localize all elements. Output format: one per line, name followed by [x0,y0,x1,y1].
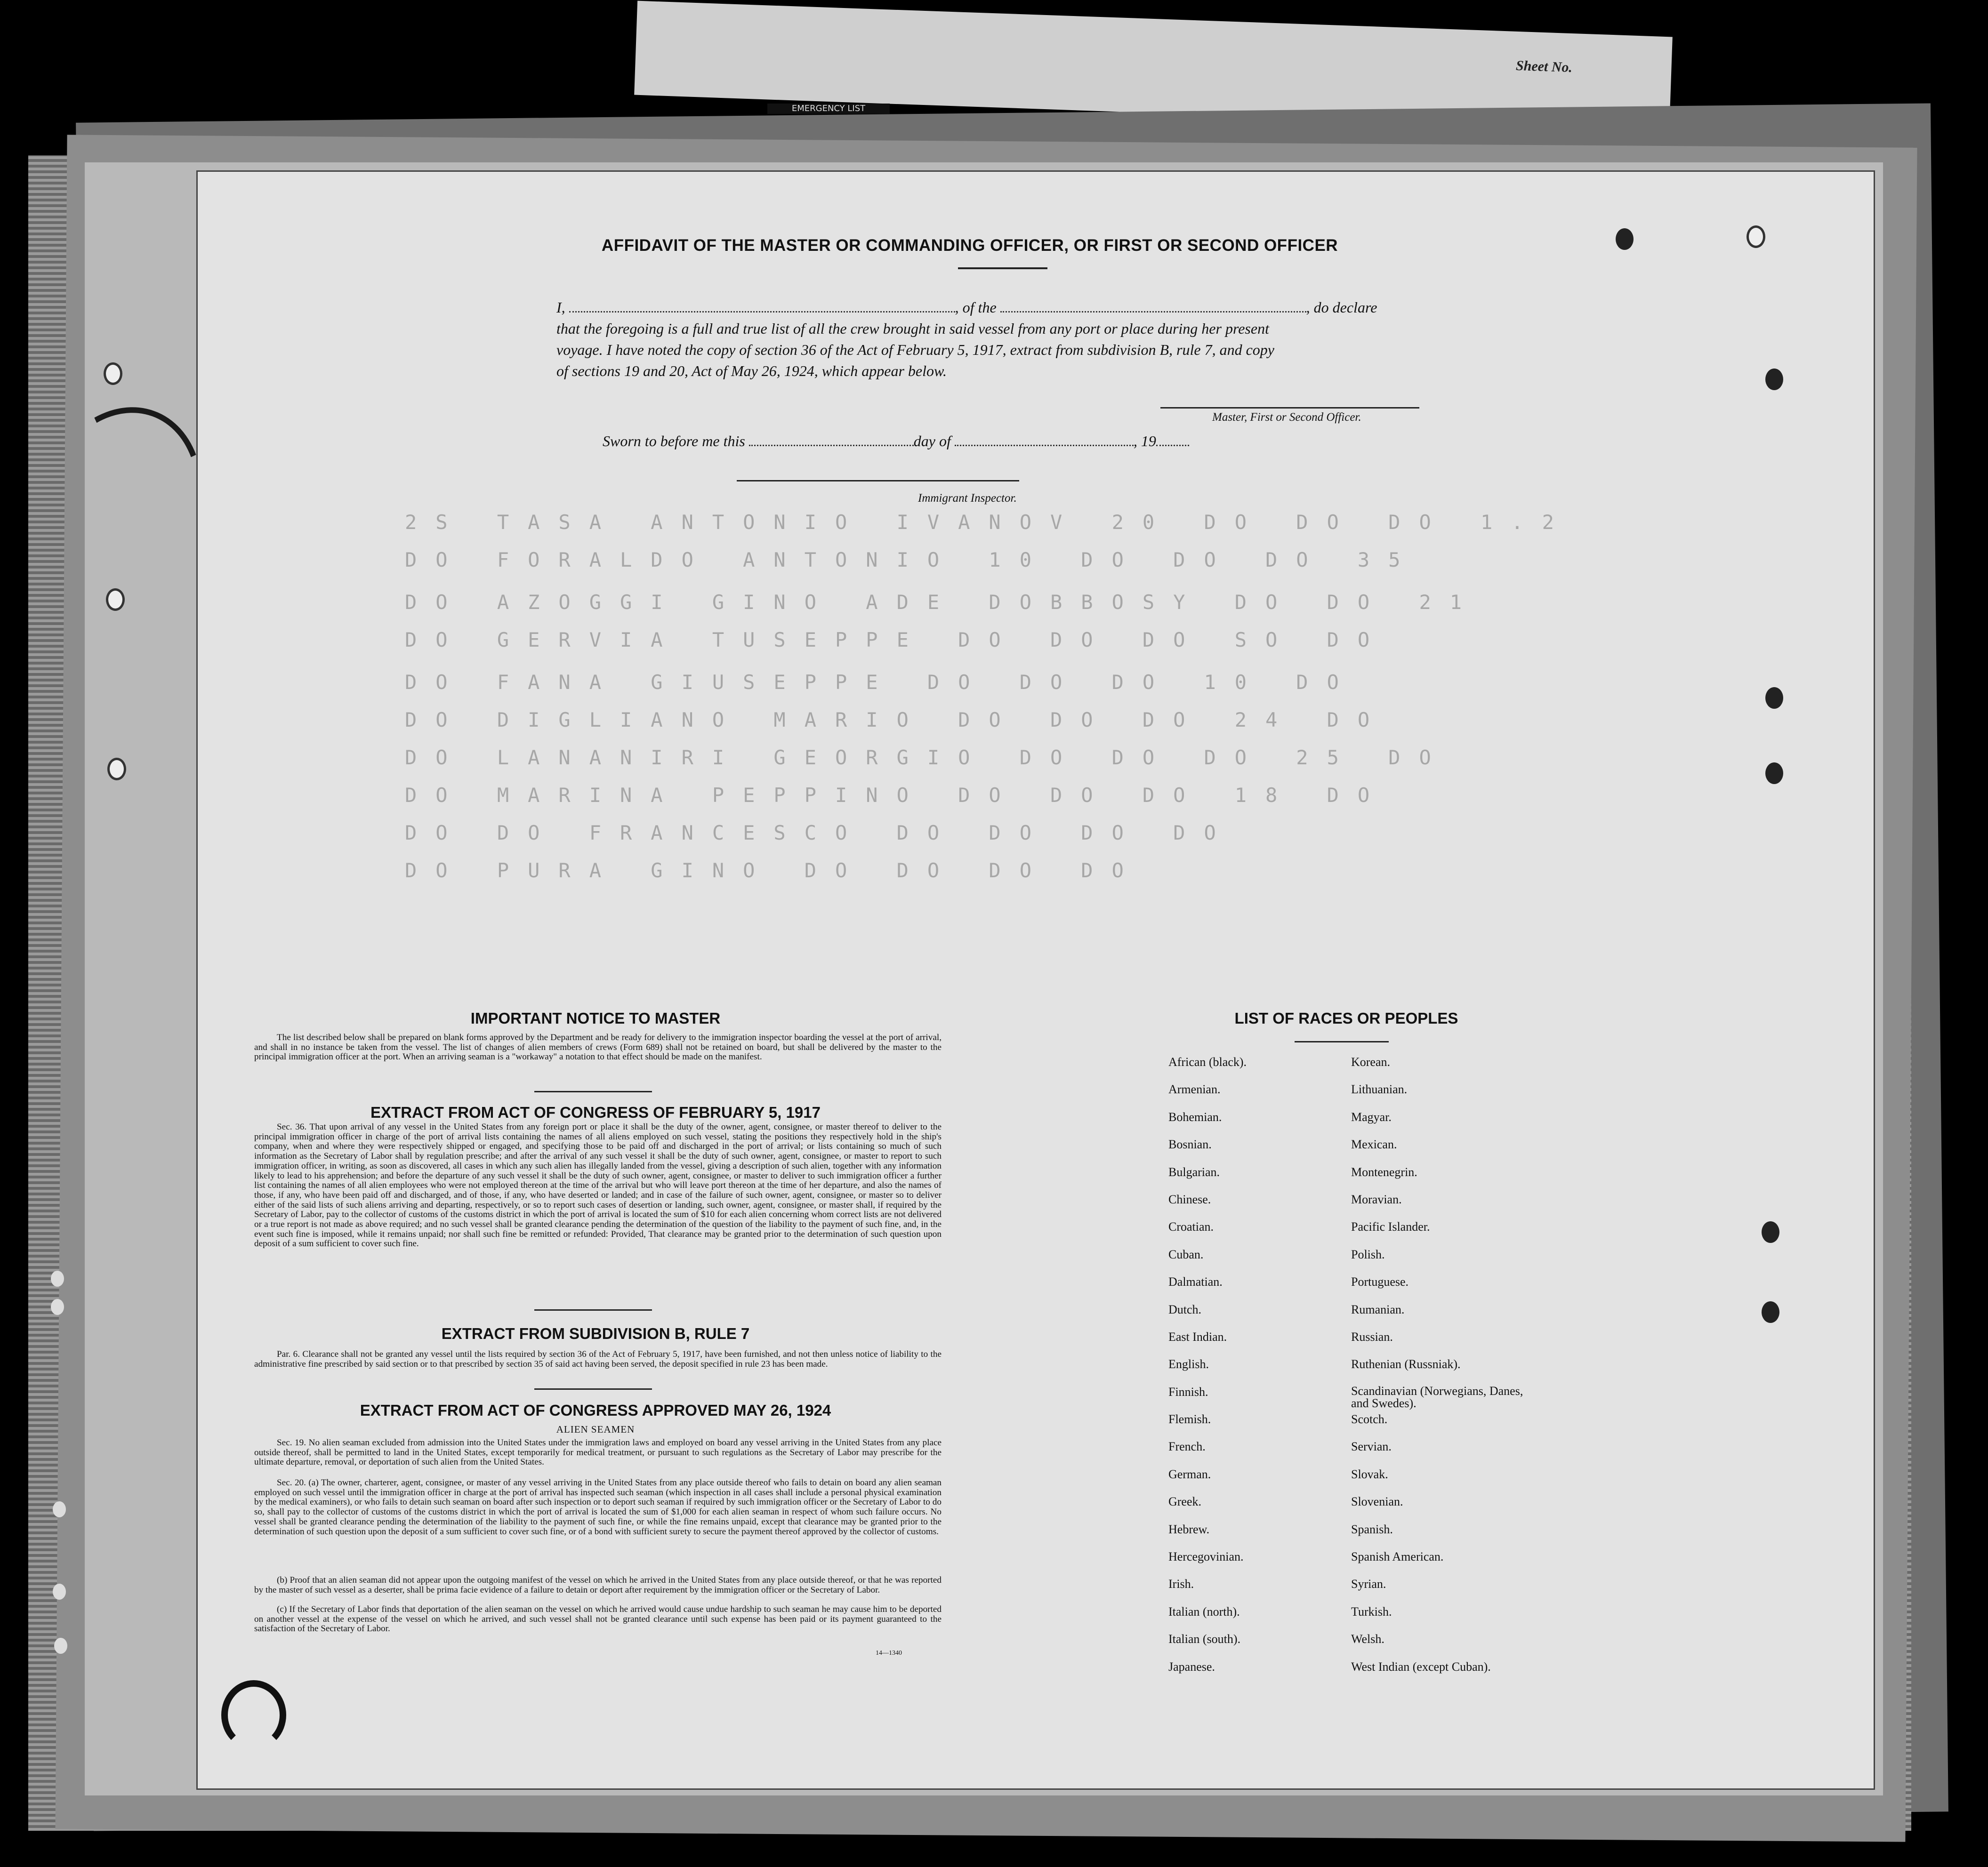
race-item: Russian. [1351,1330,1393,1344]
extract-1917-title: EXTRACT FROM ACT OF CONGRESS OF FEBRUARY 5, 1917 [370,1104,821,1121]
affidavit-line-1: I, , of the , do declare [556,299,1377,316]
race-item: Servian. [1351,1440,1392,1454]
race-item: Greek. [1168,1495,1202,1509]
race-item: Slovenian. [1351,1495,1403,1509]
race-item: Bosnian. [1168,1138,1212,1152]
form-number: 14—1340 [876,1650,902,1657]
punch-hole [53,1501,66,1517]
master-label: Master, First or Second Officer. [1212,411,1361,424]
race-item: French. [1168,1440,1206,1454]
punch-hole [51,1299,64,1315]
inspector-label: Immigrant Inspector. [918,492,1017,505]
race-item: German. [1168,1467,1211,1481]
title-rule [958,267,1047,269]
punch-hole [107,758,126,780]
race-item: East Indian. [1168,1330,1227,1344]
race-item: Chinese. [1168,1192,1211,1206]
race-item: Magyar. [1351,1110,1392,1124]
race-item: Turkish. [1351,1604,1392,1619]
sworn-line: Sworn to before me this day of , 19 [603,431,1497,452]
affidavit-line-4: of sections 19 and 20, Act of May 26, 1924, which appear below. [556,362,947,379]
race-item: Dalmatian. [1168,1275,1223,1289]
race-item: Japanese. [1168,1659,1215,1674]
extract-1924-title: EXTRACT FROM ACT OF CONGRESS APPROVED MAY 26, 1924 [360,1402,831,1419]
punch-hole [1747,225,1765,248]
sec-20a-body: Sec. 20. (a) The owner, charterer, agent, consignee, or master of any vessel arriving in the United States from any place outside thereof who fails to detain on board any alien seaman employed on such vessel until the immigration officer in charge at the port of arrival has inspected such seaman (which inspection in all cases shall include a personal physical examination by the medical examiners), or who fails to detain such seaman on board after such inspection or to deport such seaman if required by such immigration officer or the Secretary of Labor to do so, shall pay to the collector of customs of the customs district in which the port of arrival is located the sum of $1,000 for each alien seaman in respect of whom such failure occurs. No vessel shall be granted clearance pending the determination of the liability to the payment of such fine, or while the fine remains unpaid, except that clearance may be granted prior to the determination of such question upon the deposit of a sum sufficient to cover such fine, or of a bond with sufficient surety to secure the payment thereof approved by the collector of customs. [254,1478,942,1537]
race-item: Syrian. [1351,1577,1386,1591]
section-rule [534,1388,652,1390]
race-item: Scandinavian (Norwegians, Danes, and Swedes). [1351,1384,1523,1410]
section-rule [534,1309,652,1311]
race-item: Croatian. [1168,1220,1214,1234]
race-item: Hebrew. [1168,1522,1210,1536]
punch-hole [51,1271,64,1287]
race-item: English. [1168,1357,1209,1371]
race-item: Italian (south). [1168,1632,1241,1646]
subdivision-body: Par. 6. Clearance shall not be granted any vessel until the lists required by section 36 of the Act of February 5, 1917, have been furnished, and not then unless notice of liability to the administrative fine prescribed by said section or to that prescribed by section 35 of said act having been served, the deposit specified in rule 23 has been made. [254,1349,942,1369]
alien-seamen-subtitle: ALIEN SEAMEN [556,1424,635,1435]
race-item: Dutch. [1168,1302,1202,1316]
race-item: Italian (north). [1168,1604,1240,1619]
race-item: West Indian (except Cuban). [1351,1659,1491,1674]
punch-hole [1765,762,1783,784]
race-item: Scotch. [1351,1412,1388,1426]
sheet-no-label: Sheet No. [1515,57,1573,76]
race-item: Cuban. [1168,1247,1204,1261]
master-signature-line [1160,407,1419,409]
race-item: Slovak. [1351,1467,1388,1481]
sec-20b-body: (b) Proof that an alien seaman did not appear upon the outgoing manifest of the vessel on which he arrived in the United States from any place outside thereof, or that he was reported by the master of such vessel as a deserter, shall be prima facie evidence of a failure to detain or deport after requirement by the immigration officer or the Secretary of Labor. [254,1575,942,1595]
race-item: Irish. [1168,1577,1194,1591]
punch-hole [54,1638,67,1654]
punch-hole [1765,687,1783,709]
section-rule [534,1091,652,1092]
notice-body: The list described below shall be prepared on blank forms approved by the Department and be ready for delivery to the immigration inspector boarding the vessel at the port of arrival, and shall in no instance be taken from the vessel. The list of changes of alien members of crews (Form 689) shall not be retained on board, but shall be delivered by the master to the principal immigration officer at the port. When an arriving seaman is a "workaway" a notation to that effect should be made on the manifest. [254,1033,942,1062]
races-title: LIST OF RACES OR PEOPLES [1234,1010,1458,1027]
race-item: Bulgarian. [1168,1165,1220,1179]
races-column-1 [1168,1055,1247,1687]
races-column-2 [1351,1055,1549,1687]
race-item: Hercegovinian. [1168,1550,1244,1564]
race-item: Polish. [1351,1247,1385,1261]
race-item: Pacific Islander. [1351,1220,1430,1234]
race-item: Moravian. [1351,1192,1402,1206]
punch-hole [1762,1221,1779,1243]
race-item: Welsh. [1351,1632,1384,1646]
race-item: Ruthenian (Russniak). [1351,1357,1461,1371]
race-item: Spanish. [1351,1522,1393,1536]
race-item: Armenian. [1168,1082,1221,1097]
race-item: African (black). [1168,1055,1247,1069]
race-item: Portuguese. [1351,1275,1409,1289]
race-item: Spanish American. [1351,1550,1444,1564]
subdivision-title: EXTRACT FROM SUBDIVISION B, RULE 7 [441,1325,750,1342]
race-item: Montenegrin. [1351,1165,1417,1179]
affidavit-title: AFFIDAVIT OF THE MASTER OR COMMANDING OFFICER, OR FIRST OR SECOND OFFICER [601,236,1338,255]
punch-hole [1762,1301,1779,1323]
notice-title: IMPORTANT NOTICE TO MASTER [470,1010,721,1027]
race-item: Bohemian. [1168,1110,1222,1124]
race-item: Flemish. [1168,1412,1211,1426]
inspector-signature-line [737,480,1019,481]
affidavit-page: 2S TASA ANTONIO IVANOV 20 DO DO DO 1.2 DO FORALDO ANTONIO 10 DO DO DO 35 DO AZOGGI GINO ADE DOBBOSY DO DO 21 DO GERVIA TUSEPPE DO DO DO SO DO DO FANA GIUSEPPE DO DO DO 10 DO DO DIGLIANO MARIO DO DO DO 24 DO DO LANANIRI GEORGIO DO DO DO 25 DO DO MARINA PEPPINO DO DO DO 18 DO DO DO FRANCESCO DO DO DO DO DO PURA GINO DO DO DO DO [198,172,1874,1788]
extract-1917-body: Sec. 36. That upon arrival of any vessel in the United States from any foreign port or place it shall be the duty of the owner, agent, consignee, or master thereof to deliver to the principal immigration officer in charge of the port of arrival lists containing the names of all aliens employed on such vessel, stating the positions they respectively hold in the ship's company, when and where they were respectively shipped or engaged, and specifying those to be paid off and discharged in the port of arrival; or lists containing so much of such information as the Secretary of Labor shall by regulation prescribe; and after the arrival of any such vessel it shall be the duty of such owner, agent, consignee, or master to report to such immigration officer, in writing, as soon as discovered, all cases in which any such alien has illegally landed from the vessel, giving a description of such alien, together with any information likely to lead to his apprehension; and before the departure of any such vessel it shall be the duty of such owner, agent, consignee, or master to deliver to such immigration officer a further list containing the names of all alien employees who were not employed thereon at the time of the arrival but who will leave port thereon at the time of her departure, and also the names of those, if any, who have been paid off and discharged, and of those, if any, who have deserted or landed; and in case of the failure of such owner, agent, consignee, or master so to deliver either of the said lists of such aliens arriving and departing, respectively, or so to report such cases of desertion or landing, such owner, agent, consignee, or master shall, if required by the Secretary of Labor, pay to the collector of customs of the customs district in which the port of arrival is located the sum of $10 for each alien concerning whom correct lists are not delivered or a true report is not made as above required; and no such vessel shall be granted clearance pending the determination of the question of the liability to the payment of such fine, and, in the event such fine is imposed, while it remains unpaid; nor shall such fine be remitted or refunded: Provided, That clearance may be granted prior to the determination of such question upon deposit of a sum sufficient to cover such fine. [254,1122,942,1249]
race-item: Mexican. [1351,1138,1397,1152]
races-rule [1295,1041,1389,1042]
ink-mark [221,1680,286,1750]
punch-hole [104,362,122,385]
affidavit-line-3: voyage. I have noted the copy of section 36 of the Act of February 5, 1917, extract from subdivision B, rule 7, and copy [556,341,1274,358]
race-item: Finnish. [1168,1385,1208,1399]
sec-19-body: Sec. 19. No alien seaman excluded from admission into the United States under the immigration laws and employed on board any vessel arriving in the United States from any place outside thereof, shall be permitted to land in the United States, except temporarily for medical treatment, or pursuant to such regulations as the Secretary of Labor may prescribe for the ultimate departure, removal, or deportation of such alien from the United States. [254,1438,942,1467]
affidavit-line-2: that the foregoing is a full and true list of all the crew brought in said vessel from any port or place during her present [556,320,1269,337]
race-item: Rumanian. [1351,1302,1405,1316]
sec-20c-body: (c) If the Secretary of Labor finds that deportation of the alien seaman on the vessel on which he arrived would cause undue hardship to such seaman he may cause him to be deported on another vessel at the expense of the vessel on which he arrived, and such vessel shall not be granted clearance until such expense has been paid or its payment guaranteed to the satisfaction of the Secretary of Labor. [254,1604,942,1634]
punch-hole [1765,369,1783,390]
race-item: Lithuanian. [1351,1082,1408,1097]
punch-hole [1616,228,1634,250]
punch-hole [53,1584,66,1600]
race-item: Korean. [1351,1055,1391,1069]
emergency-stamp: EMERGENCY LIST [767,104,890,114]
